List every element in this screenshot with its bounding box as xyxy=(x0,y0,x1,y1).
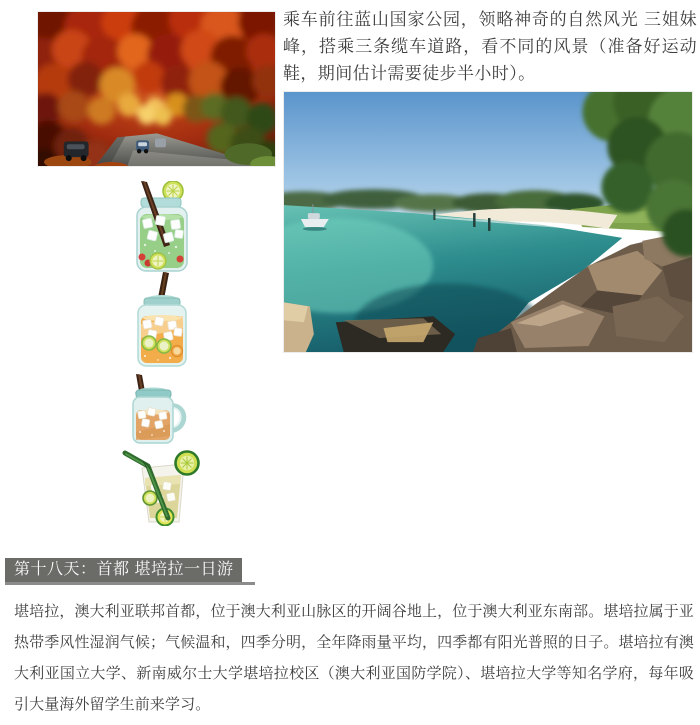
heading-underline-divider xyxy=(5,582,255,585)
blue-mountains-intro-text: 乘车前往蓝山国家公园，领略神奇的自然风光 三姐妹峰，搭乘三条缆车道路，看不同的风景（准备好运动鞋，期间估计需要徒步半小时）。 xyxy=(283,10,697,83)
beach-cove-illustration xyxy=(284,92,692,352)
mason-jar-green-drink-icon xyxy=(131,181,193,275)
canberra-description-text: 堪培拉，澳大利亚联邦首都，位于澳大利亚山脉区的开阔谷地上，位于澳大利亚东南部。堪培拉属于亚热带季风性湿润气候；气候温和，四季分明，全年降雨量平均，四季都有阳光普照的日子。堪培拉有澳大利亚国立大学、新南威尔士大学堪培拉校区（澳大利亚国防学院）、堪培拉大学等知名学府，每年吸引大量海外留学生前来学习。 xyxy=(14,603,694,713)
autumn-road-photo xyxy=(37,11,276,167)
beach-cove-photo xyxy=(283,91,693,353)
mason-jar-orange-drink-icon xyxy=(136,272,190,368)
mason-mug-tan-drink-icon xyxy=(124,374,190,446)
day18-heading-bar: 第十八天：首都 堪培拉一日游 xyxy=(5,558,242,582)
cup-lemonade-green-straw-icon xyxy=(118,448,202,526)
day18-section-heading xyxy=(5,558,255,585)
autumn-road-illustration xyxy=(38,12,275,166)
